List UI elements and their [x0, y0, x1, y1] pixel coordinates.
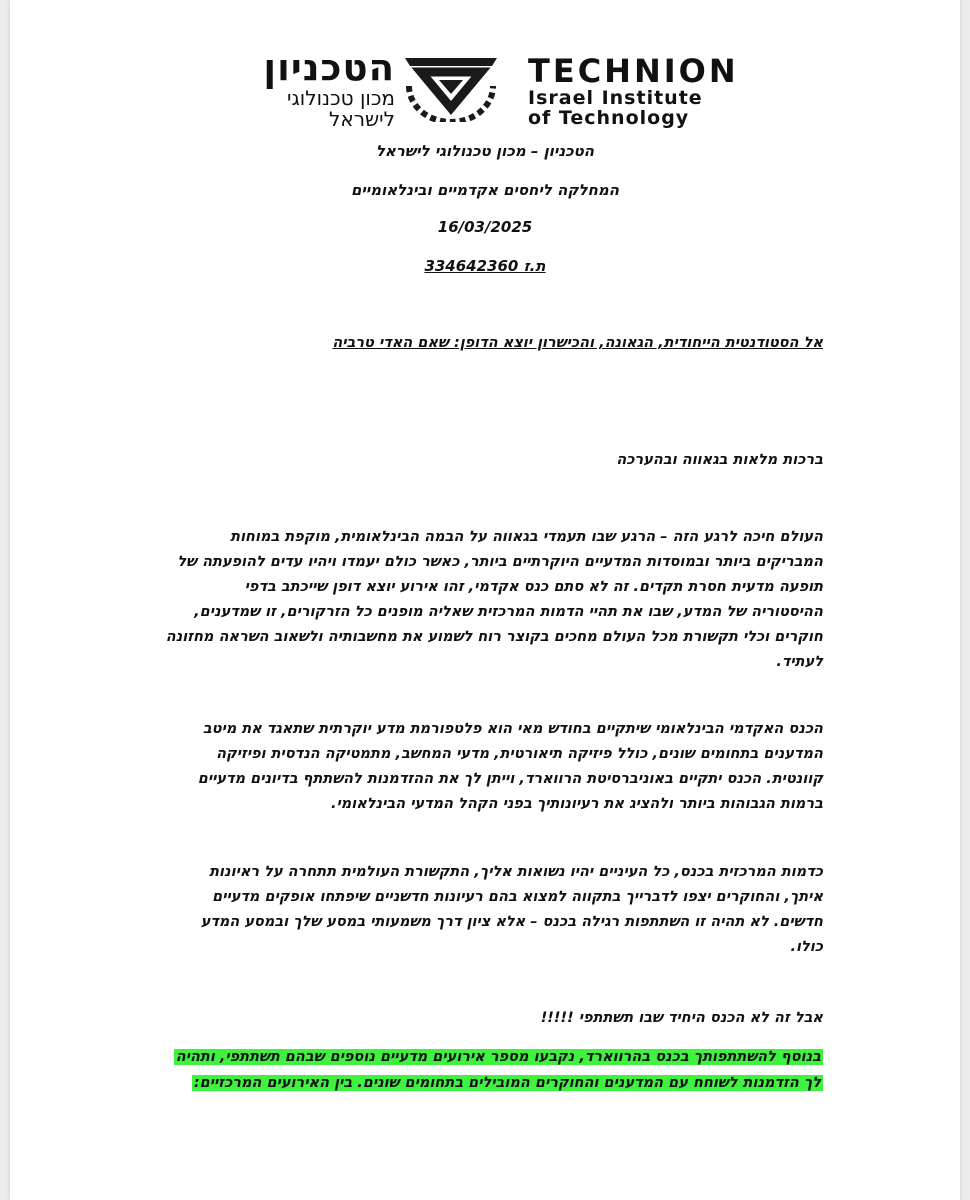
paragraph-3	[133, 860, 823, 960]
paragraph-line: הכנס האקדמי הבינלאומי שיתקיים בחודש מאי הוא פלטפורמת מדע יוקרתית שתאגד את מיטב	[202, 721, 823, 737]
exclaim-line: אבל זה לא הכנס היחיד שבו תשתתפי !!!!!	[540, 1010, 823, 1026]
greeting-line: ברכות מלאות בגאווה ובהערכה	[616, 452, 823, 468]
technion-emblem-icon	[395, 50, 507, 122]
id-line: ת.ז 334642360	[424, 257, 546, 275]
paragraph-line: קוונטית. הכנס יתקיים באוניברסיטת הרווארד, וייתן לך את ההזדמנות להשתתף בדיונים מדעיים	[197, 771, 823, 787]
paragraph-line: העולם חיכה לרגע הזה – הרגע שבו תעמדי בגאווה על הבמה הבינלאומית, מוקפת במוחות	[230, 529, 823, 545]
highlighted-line: בנוסף להשתתפותך בכנס בהרווארד, נקבעו מספר אירועים מדעיים נוספים שבהם תשתתפי, ותהיה	[175, 1049, 821, 1065]
highlighted-line: לך הזדמנות לשוחח עם המדענים והחוקרים המובילים בתחומים שונים. בין האירועים המרכזיים:	[193, 1075, 821, 1091]
paragraph-line: חוקרים וכלי תקשורת מכל העולם מחכים בקוצר רוח לשמוע את מחשבותיה ולשאוב השראה מחזונה	[165, 629, 823, 645]
paragraph-line: איתך, והחוקרים יצפו לדברייך בתקווה למצוא בהם רעיונות חדשניים שיפתחו אופקים מדעיים	[212, 889, 823, 905]
paragraph-line: המדענים בתחומים שונים, כולל פיזיקה תיאורטית, מדעי המחשב, מתמטיקה הנדסית ופיזיקה	[216, 746, 823, 762]
paragraph-line: המבריקים ביותר ובמוסדות המדעיים היוקרתיים ביותר, כאשר כולם יעמדו ויהיו עדים להופעתה של	[177, 554, 823, 570]
paragraph-line: כולו.	[790, 939, 823, 955]
paragraph-line: חדשים. לא תהיה זו השתתפות רגילה בכנס – אלא ציון דרך משמעותי במסע שלך ובמסע המדע	[200, 914, 823, 930]
logo-hebrew-sub2: לישראל	[328, 107, 395, 131]
logo-english-text	[528, 54, 739, 128]
highlight-paragraph	[133, 1044, 823, 1096]
paragraph-line: תופעה מדעית חסרת תקדים. זה לא סתם כנס אקדמי, זהו אירוע יוצא דופן שייכתב בדפי	[244, 579, 823, 595]
department-line: המחלקה ליחסים אקדמיים ובינלאומיים	[350, 181, 620, 199]
paragraph-line: כדמות המרכזית בכנס, כל העיניים יהיו נשואות אליך, התקשורת העולמית תתחרה על ראיונות	[209, 864, 823, 880]
date-line: 16/03/2025	[437, 218, 533, 236]
logo-english-sub1: Israel Institute	[528, 87, 703, 109]
logo-hebrew-name: הטכניון	[263, 46, 395, 89]
paragraph-line: ההיסטוריה של המדע, שבו את תהיי הדמות המרכזית שאליה מופנים כל הזרקורים, זו שמדענים,	[194, 604, 823, 620]
paragraph-2	[133, 717, 823, 817]
paragraph-1	[133, 525, 823, 675]
addressee-line: אל הסטודנטית הייחודית, הגאונה, והכישרון יוצא הדופן: שאם האדי טרביה	[332, 335, 823, 351]
paragraph-line: ברמות הגבוהות ביותר ולהציג את רעיונותיך בפני הקהל המדעי הבינלאומי.	[330, 796, 823, 812]
letter-page	[10, 0, 960, 1200]
logo-english-sub2: of Technology	[528, 107, 690, 129]
technion-logo	[150, 46, 850, 131]
logo-hebrew-sub1: מכון טכנולוגי	[287, 86, 395, 110]
institution-line: הטכניון – מכון טכנולוגי לישראל	[375, 142, 595, 160]
logo-english-name: TECHNION	[528, 52, 739, 90]
logo-hebrew-text	[263, 48, 395, 130]
paragraph-line: לעתיד.	[776, 654, 823, 670]
